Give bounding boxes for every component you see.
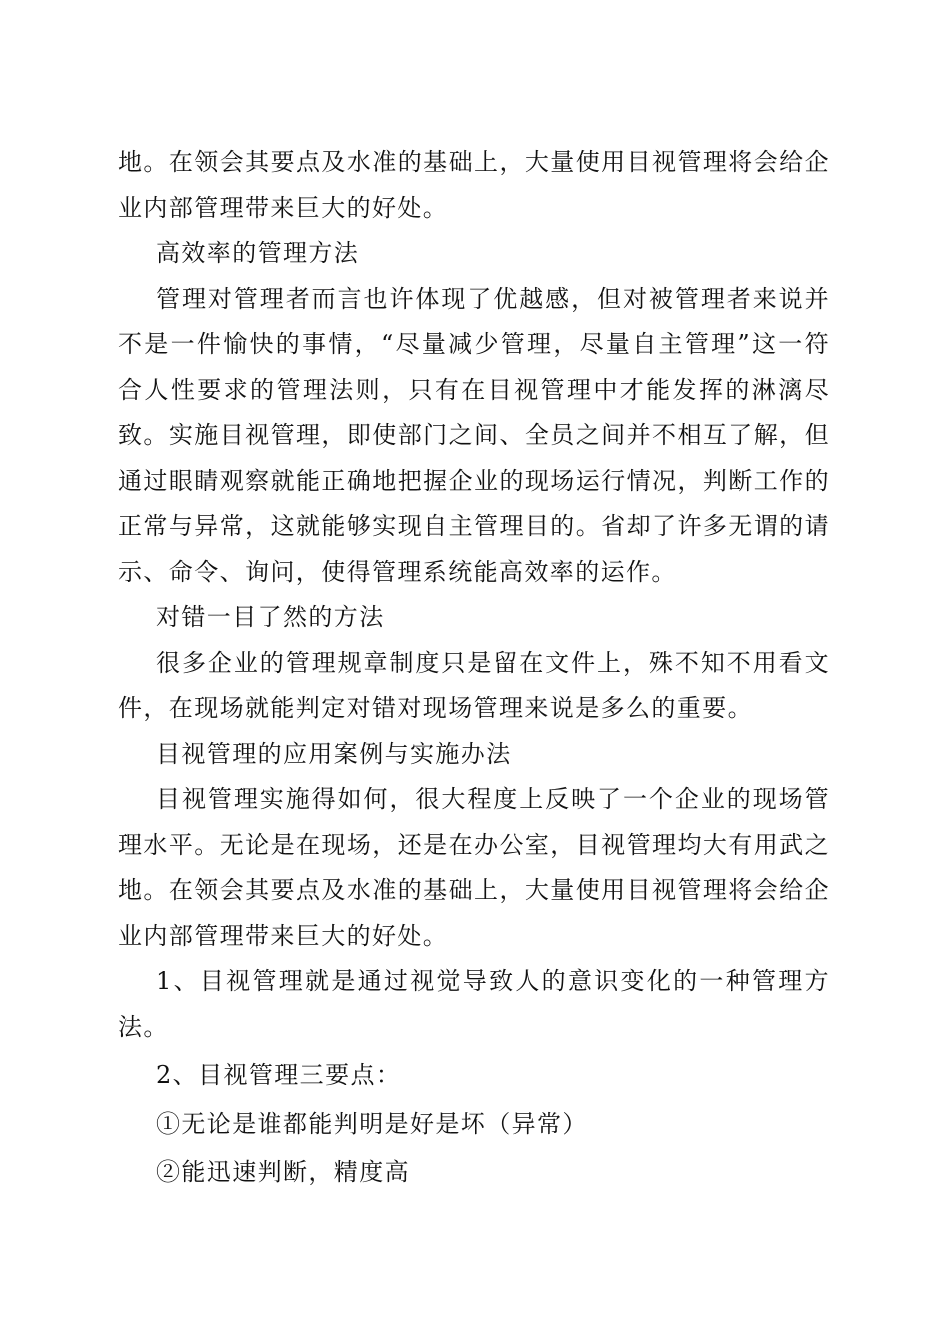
paragraph-cases-and-methods: 目视管理实施得如何，很大程度上反映了一个企业的现场管理水平。无论是在现场，还是在办公室，目视管理均大有用武之地。在领会其要点及水准的基础上，大量使用目视管理将会给企业内部管理带来巨大的好处。 — [118, 785, 830, 950]
section-heading-cases-and-methods: 目视管理的应用案例与实施办法 — [156, 739, 512, 768]
section-heading-right-wrong-clear: 对错一目了然的方法 — [156, 603, 385, 631]
paragraph-right-wrong-clear: 很多企业的管理规章制度只是留在文件上，殊不知不用看文件，在现场就能判定对错对现场管理来说是多么的重要。 — [118, 648, 830, 722]
section-heading-efficient-management: 高效率的管理方法 — [156, 239, 360, 267]
list-item-circled-2: ②能迅速判断，精度高 — [156, 1158, 410, 1186]
document-body — [118, 140, 830, 1196]
list-item-circled-1: ①无论是谁都能判明是好是坏（异常） — [156, 1109, 588, 1138]
numbered-point-1: 1、目视管理就是通过视觉导致人的意识变化的一种管理方法。 — [118, 967, 830, 1041]
paragraph-efficient-management: 管理对管理者而言也许体现了优越感，但对被管理者来说并不是一件愉快的事情，“尽量减少管理，尽量自主管理”这一符合人性要求的管理法则，只有在目视管理中才能发挥的淋漓尽致。实施目视管理，即使部门之间、全员之间并不相互了解，但通过眼睛观察就能正确地把握企业的现场运行情况，判断工作的正常与异常，这就能够实现自主管理目的。省却了许多无谓的请示、命令、询问，使得管理系统能高效率的运作。 — [118, 284, 830, 586]
numbered-point-2: 2、目视管理三要点： — [156, 1061, 402, 1089]
paragraph-intro-continuation: 地。在领会其要点及水准的基础上，大量使用目视管理将会给企业内部管理带来巨大的好处。 — [118, 148, 830, 222]
